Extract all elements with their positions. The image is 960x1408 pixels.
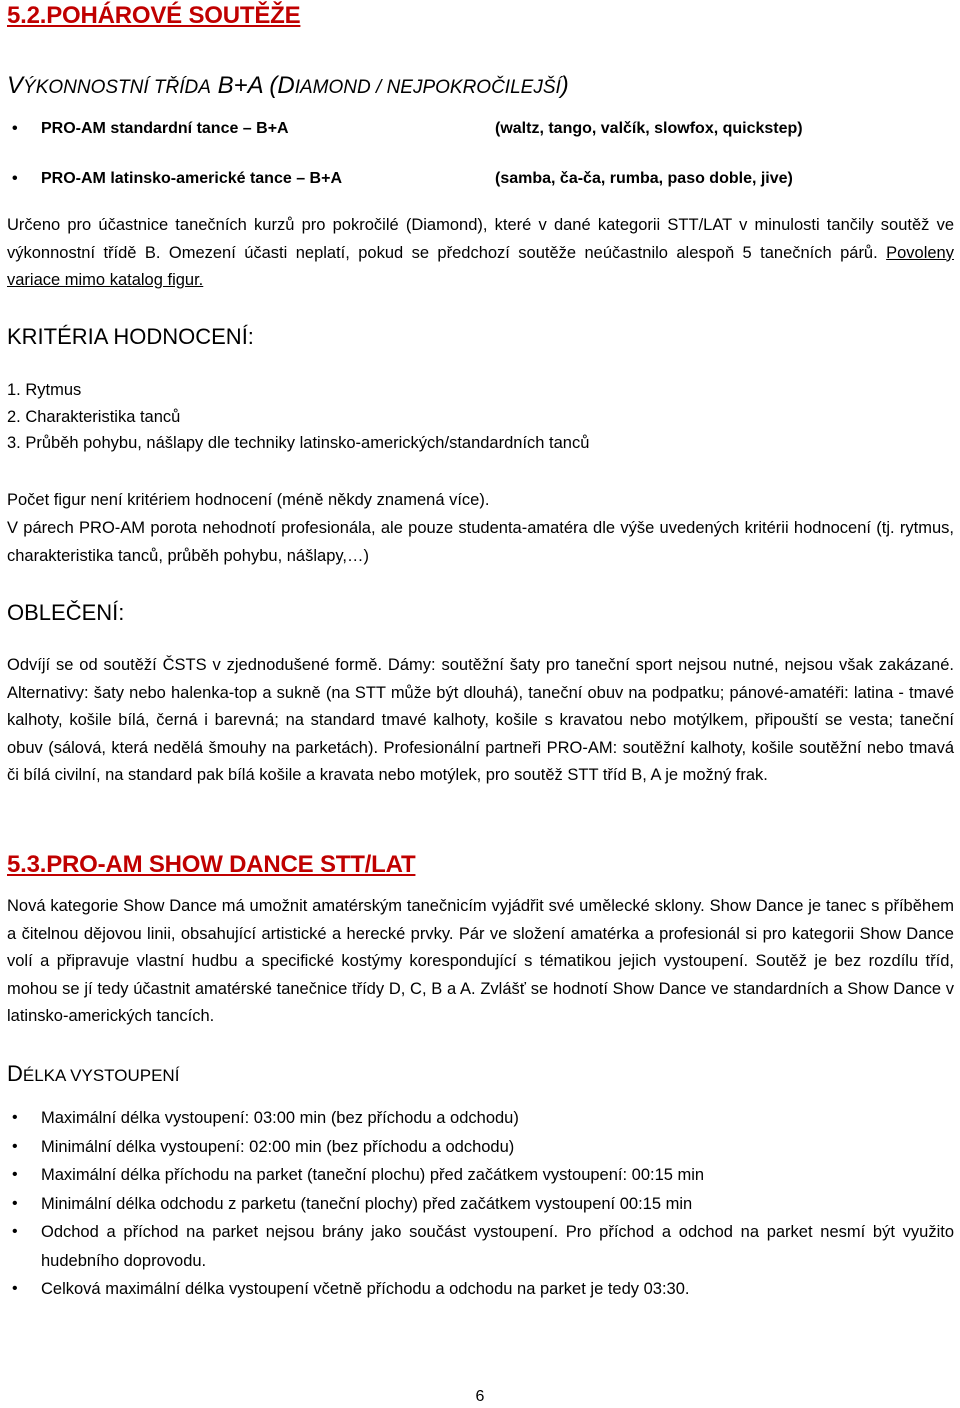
criteria-note: Počet figur není kritériem hodnocení (méně někdy znamená více). xyxy=(7,491,490,509)
duration-list xyxy=(7,1104,954,1304)
duration-item: • Maximální délka příchodu na parket (taneční plochu) před začátkem vystoupení: 00:15 min xyxy=(7,1161,954,1190)
variations-note: Povoleny variace mimo katalog figur. xyxy=(7,243,954,289)
subtitle-part: IAMOND / NEJPOKROČILEJŠÍ xyxy=(294,77,561,98)
criteria-item: 2. Charakteristika tanců xyxy=(7,407,181,426)
duration-item: • Maximální délka vystoupení: 03:00 min (bez příchodu a odchodu) xyxy=(7,1104,954,1133)
clothing-paragraph: Odvíjí se od soutěží ČSTS v zjednodušené formě. Dámy: soutěžní šaty pro taneční sport nejsou nutné, nejsou však zakázané. Alternativy: šaty nebo halenka-top a sukně (na STT může být dlouhá), taneční obuv na podpatku; pánové-amatéři: latina - tmavé kalhoty, košile bílá, černá i barevná; na standard tmavé kalhoty, košile s kravatou nebo motýlkem, připouští se vesta; taneční obuv (sálová, která nedělá šmouhy na parketách). Profesionální partneři PRO-AM: soutěžní kalhoty, košile soutěžní nebo tmavá či bílá civilní, na standard pak bílá košile a kravata nebo motýlek, pro soutěž STT tříd B, A je možný frak. xyxy=(7,656,954,784)
intro-text: Určeno pro účastnice tanečních kurzů pro pokročilé (Diamond), které v dané kategorii STT/LAT v minulosti tančily soutěž ve výkonnostní třídě B. Omezení účasti neplatí, pokud se předchozí soutěže neúčastnilo alespoň 5 tanečních párů. xyxy=(7,216,954,262)
criteria-heading: KRITÉRIA HODNOCENÍ: xyxy=(7,324,254,349)
section-heading-5-3: 5.3.PRO-AM SHOW DANCE STT/LAT xyxy=(7,851,416,878)
duration-item: • Minimální délka odchodu z parketu (taneční plochy) před začátkem vystoupení 00:15 min xyxy=(7,1190,954,1219)
subtitle-part: V xyxy=(7,72,24,99)
duration-heading-rest: ÉLKA VYSTOUPENÍ xyxy=(22,1066,180,1085)
category-name: • PRO-AM standardní tance – B+A xyxy=(41,120,289,137)
category-item xyxy=(7,167,954,217)
class-subtitle xyxy=(7,72,569,100)
page-number: 6 xyxy=(475,1388,485,1405)
duration-heading xyxy=(7,1061,179,1087)
subtitle-part: ) xyxy=(560,72,569,99)
show-dance-paragraph: Nová kategorie Show Dance má umožnit amatérským tanečnicím vyjádřit své umělecké sklony. Show Dance je tanec s příběhem a čitelnou dějovou linii, obsahující artistické a herecké prvky. Pár ve složení amatérka a profesionál si pro kategorii Show Dance volí a připravuje vlastní hudbu a specifické kostýmy korespondující s tématikou jejich vystoupení. Soutěž je bez rozdílu tříd, mohou se jí tedy účastnit amatérské tanečnice třídy D, C, B a A. Zvlášť se hodnotí Show Dance ve standardních a Show Dance v latinsko-amerických tancích. xyxy=(7,897,954,1025)
intro-paragraph xyxy=(7,212,954,295)
criteria-list xyxy=(7,377,589,457)
category-name: • PRO-AM latinsko-americké tance – B+A xyxy=(41,170,342,187)
criteria-item: 1. Rytmus xyxy=(7,381,82,399)
section-heading-5-2: 5.2.POHÁROVÉ SOUTĚŽE xyxy=(7,2,301,29)
duration-item: • Celková maximální délka vystoupení včetně příchodu a odchodu na parket je tedy 03:30. xyxy=(7,1275,954,1304)
category-dances: (waltz, tango, valčík, slowfox, quickstep) xyxy=(495,120,803,137)
category-item xyxy=(7,117,954,167)
subtitle-part: ÝKONNOSTNÍ TŘÍDA xyxy=(23,77,211,98)
duration-heading-first: D xyxy=(7,1061,23,1086)
subtitle-part: B+A (D xyxy=(210,72,295,99)
duration-item: • Odchod a příchod na parket nejsou brány jako součást vystoupení. Pro příchod a odchod na parket nesmí být využito hudebního doprovodu. xyxy=(7,1218,954,1275)
pro-am-judging-note: V párech PRO-AM porota nehodnotí profesionála, ale pouze studenta-amatéra dle výše uvedených kritérii hodnocení (tj. rytmus, charakteristika tanců, průběh pohybu, nášlapy,…) xyxy=(7,519,954,565)
criteria-item: 3. Průběh pohybu, nášlapy dle techniky latinsko-amerických/standardních tanců xyxy=(7,434,590,452)
clothing-heading: OBLEČENÍ: xyxy=(7,600,125,625)
duration-item: • Minimální délka vystoupení: 02:00 min (bez příchodu a odchodu) xyxy=(7,1133,954,1162)
category-list xyxy=(7,117,954,217)
category-dances: (samba, ča-ča, rumba, paso doble, jive) xyxy=(495,170,793,187)
